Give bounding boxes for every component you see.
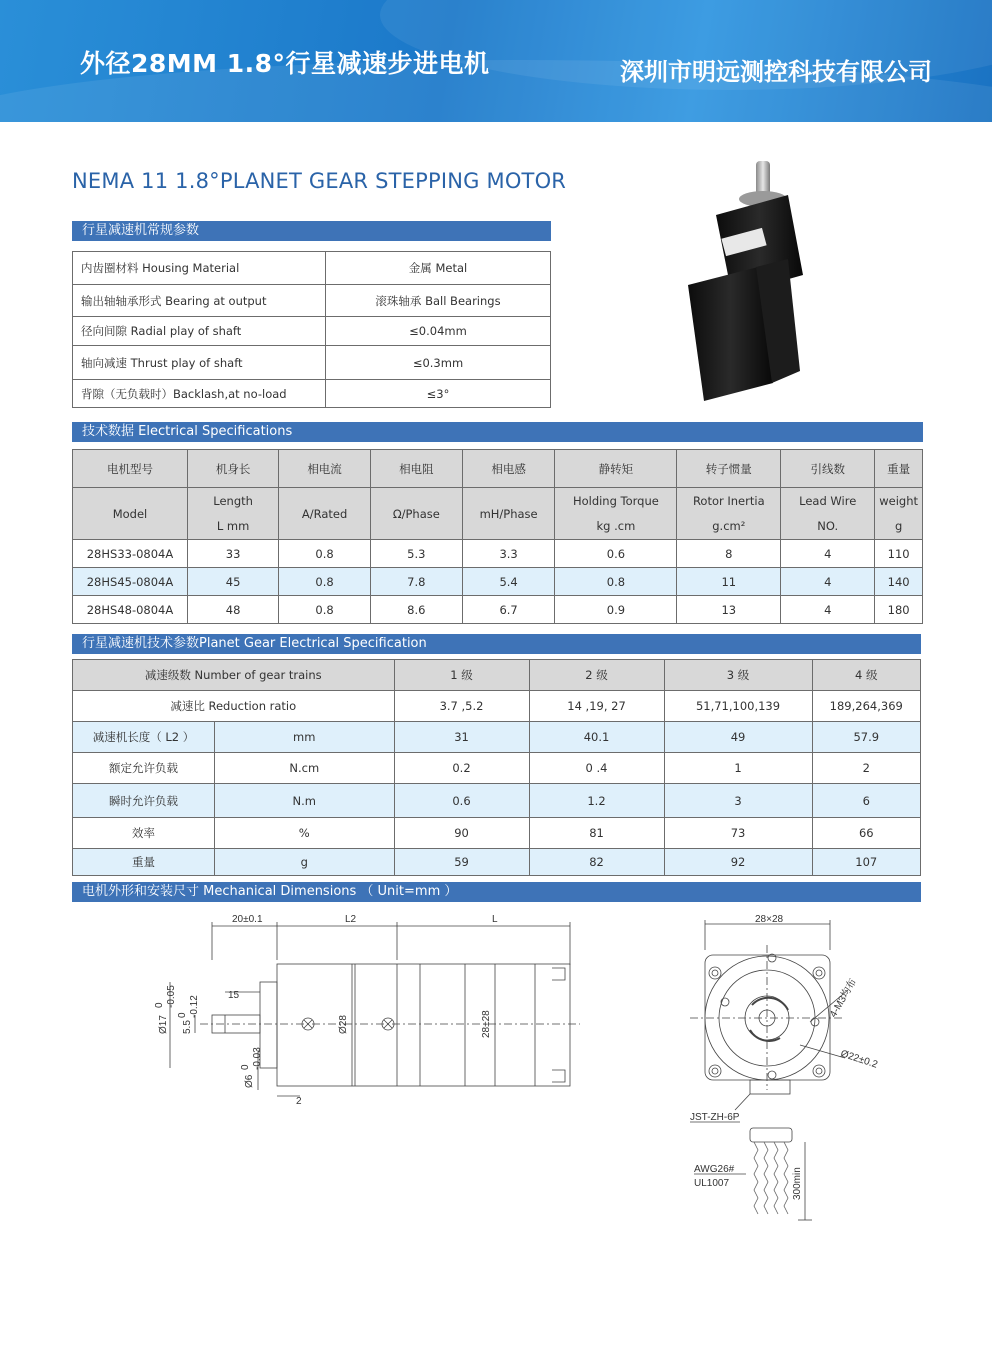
section-bar-general: 行星减速机常规参数 <box>72 221 551 241</box>
header-cell: 2 级 <box>529 660 664 691</box>
cell: 1.2 <box>529 784 664 818</box>
dim-20-label: 20±0.1 <box>232 914 263 925</box>
param-label: 内齿圈材料 Housing Material <box>73 252 326 285</box>
section-bar-planet: 行星减速机技术参数Planet Gear Electrical Specification <box>72 634 921 654</box>
dim-28x28-label: 28×28 <box>755 914 784 925</box>
param-label: 背隙（无负载时）Backlash,at no-load <box>73 380 326 408</box>
header-cell: 4 级 <box>812 660 920 691</box>
cell: 31 <box>394 722 529 753</box>
cell: 5.3 <box>370 540 462 568</box>
front-view-drawing <box>680 910 910 1230</box>
header-cell: mH/Phase <box>462 488 555 540</box>
cell: 0.8 <box>279 596 371 624</box>
cell: 0.8 <box>555 568 677 596</box>
cell: 11 <box>677 568 781 596</box>
header-cell: 电机型号 <box>73 450 188 488</box>
header-company: 深圳市明远测控科技有限公司 <box>620 58 932 86</box>
header-cell <box>187 488 278 540</box>
table-row <box>73 784 921 818</box>
row-unit: g <box>215 849 395 876</box>
cell: 140 <box>875 568 923 596</box>
cell: 59 <box>394 849 529 876</box>
cell: 28HS33-0804A <box>73 540 188 568</box>
cell: 0.2 <box>394 753 529 784</box>
header-cell: Model <box>73 488 188 540</box>
cell: 8.6 <box>370 596 462 624</box>
row-label: 效率 <box>73 818 215 849</box>
table-row <box>73 722 921 753</box>
cell: 57.9 <box>812 722 920 753</box>
row-label: 额定允许负载 <box>73 753 215 784</box>
cell: 82 <box>529 849 664 876</box>
row-label: 减速比 Reduction ratio <box>73 691 395 722</box>
header-cell <box>555 488 677 540</box>
cell: 107 <box>812 849 920 876</box>
cell: 14 ,19, 27 <box>529 691 664 722</box>
param-label: 输出轴轴承形式 Bearing at output <box>73 285 326 317</box>
header-cell: 相电感 <box>462 450 555 488</box>
table-row <box>73 753 921 784</box>
header-unit: NO. <box>817 518 839 533</box>
header-cell <box>781 488 875 540</box>
cell: 189,264,369 <box>812 691 920 722</box>
cell: 3 <box>664 784 812 818</box>
header-cell: 转子惯量 <box>677 450 781 488</box>
header-unit: g.cm² <box>712 518 746 533</box>
param-value: 滚珠轴承 Ball Bearings <box>326 285 551 317</box>
header-title: 外径28MM 1.8°行星减速步进电机 <box>80 49 490 78</box>
dim-55-tol-top: 0 <box>177 1012 188 1018</box>
cell: 4 <box>781 596 875 624</box>
cell: 8 <box>677 540 781 568</box>
cell: 180 <box>875 596 923 624</box>
param-value: ≤0.04mm <box>326 317 551 346</box>
dim-2828-side-label: 28±28 <box>481 1010 492 1038</box>
cell: 13 <box>677 596 781 624</box>
dim-l-label: L <box>492 914 498 925</box>
cell: 0.9 <box>555 596 677 624</box>
cell: 3.7 ,5.2 <box>394 691 529 722</box>
table-row <box>73 380 551 408</box>
row-unit: % <box>215 818 395 849</box>
cell: 4 <box>781 540 875 568</box>
row-unit: N.cm <box>215 753 395 784</box>
header-cell: 1 级 <box>394 660 529 691</box>
dim-d6-tol-bottom: -0.03 <box>252 1047 263 1070</box>
side-view-drawing <box>140 910 590 1110</box>
dim-d22-label: Ø22±0.2 <box>839 1048 879 1071</box>
row-unit: N.m <box>215 784 395 818</box>
table-row <box>73 285 551 317</box>
cell: 6 <box>812 784 920 818</box>
header-unit: g <box>894 518 903 533</box>
dim-d17-label: Ø17 <box>158 1015 169 1034</box>
cell: 0 .4 <box>529 753 664 784</box>
table-row <box>73 596 923 624</box>
table-row <box>73 346 551 380</box>
header-cell: A/Rated <box>279 488 371 540</box>
section-bar-electrical: 技术数据 Electrical Specifications <box>72 422 923 442</box>
param-label: 轴向减速 Thrust play of shaft <box>73 346 326 380</box>
cell: 28HS48-0804A <box>73 596 188 624</box>
dim-15-label: 15 <box>228 990 240 1001</box>
wire-ul-label: UL1007 <box>694 1178 730 1189</box>
param-value: ≤3° <box>326 380 551 408</box>
param-value: 金属 Metal <box>326 252 551 285</box>
table-row <box>73 568 923 596</box>
cell: 90 <box>394 818 529 849</box>
dim-l2-label: L2 <box>345 914 357 925</box>
header-cell: 减速级数 Number of gear trains <box>73 660 395 691</box>
table-header-row <box>73 660 921 691</box>
cell: 0.6 <box>555 540 677 568</box>
section-bar-mechanical: 电机外形和安装尺寸 Mechanical Dimensions （ Unit=mm ） <box>72 882 921 902</box>
cell: 4 <box>781 568 875 596</box>
dim-d6-label: Ø6 <box>244 1074 255 1088</box>
table-row <box>73 252 551 285</box>
param-label: 径向间隙 Radial play of shaft <box>73 317 326 346</box>
header-en: Lead Wire <box>799 493 857 508</box>
header-unit: kg .cm <box>596 518 636 533</box>
row-label: 瞬时允许负载 <box>73 784 215 818</box>
cell: 2 <box>812 753 920 784</box>
cell: 33 <box>187 540 278 568</box>
table-row <box>73 818 921 849</box>
header-cell: 相电阻 <box>370 450 462 488</box>
dim-55-tol-bottom: -0.12 <box>189 995 200 1018</box>
cell: 6.7 <box>462 596 555 624</box>
page-subtitle: NEMA 11 1.8°PLANET GEAR STEPPING MOTOR <box>72 169 567 193</box>
cell: 73 <box>664 818 812 849</box>
header-en: Holding Torque <box>572 493 659 508</box>
cell: 110 <box>875 540 923 568</box>
header-cell: 3 级 <box>664 660 812 691</box>
row-label: 重量 <box>73 849 215 876</box>
wire-length-label: 300min <box>792 1167 803 1200</box>
connector-label: JST-ZH-6P <box>690 1112 740 1123</box>
cell: 81 <box>529 818 664 849</box>
param-value: ≤0.3mm <box>326 346 551 380</box>
header-en: weight <box>879 493 918 508</box>
cell: 51,71,100,139 <box>664 691 812 722</box>
header-cell: 重量 <box>875 450 923 488</box>
cell: 1 <box>664 753 812 784</box>
header-cell: Ω/Phase <box>370 488 462 540</box>
table-row <box>73 849 921 876</box>
header-cell: 机身长 <box>187 450 278 488</box>
dim-m3-label: 4-M3均布 <box>828 976 859 1020</box>
header-cell <box>875 488 923 540</box>
header-cell: 引线数 <box>781 450 875 488</box>
cell: 66 <box>812 818 920 849</box>
general-params-table <box>72 251 551 408</box>
row-label: 减速机长度（ L2 ） <box>73 722 215 753</box>
dim-55-label: 5.5 <box>182 1020 193 1034</box>
header-cell <box>677 488 781 540</box>
cell: 92 <box>664 849 812 876</box>
table-row <box>73 317 551 346</box>
dim-d28-label: Ø28 <box>338 1015 349 1034</box>
page-header <box>0 0 992 122</box>
cell: 0.8 <box>279 540 371 568</box>
planet-gear-table <box>72 659 921 876</box>
wire-awg-label: AWG26# <box>694 1164 735 1175</box>
dim-d17-tol-top: 0 <box>154 1002 165 1008</box>
header-unit: L mm <box>216 518 250 533</box>
cell: 28HS45-0804A <box>73 568 188 596</box>
header-cell: 静转矩 <box>555 450 677 488</box>
row-unit: mm <box>215 722 395 753</box>
cell: 7.8 <box>370 568 462 596</box>
table-row <box>73 691 921 722</box>
table-header-row <box>73 450 923 488</box>
dim-2-label: 2 <box>296 1096 302 1107</box>
electrical-specs-table <box>72 449 923 624</box>
cell: 0.8 <box>279 568 371 596</box>
cell: 5.4 <box>462 568 555 596</box>
cell: 3.3 <box>462 540 555 568</box>
cell: 48 <box>187 596 278 624</box>
table-header-row <box>73 488 923 540</box>
cell: 0.6 <box>394 784 529 818</box>
motor-photo <box>668 155 818 405</box>
header-en: Rotor Inertia <box>692 493 765 508</box>
header-en: Length <box>213 493 253 508</box>
dim-d17-tol-bottom: -0.05 <box>166 985 177 1008</box>
cell: 45 <box>187 568 278 596</box>
table-row <box>73 540 923 568</box>
cell: 49 <box>664 722 812 753</box>
header-cell: 相电流 <box>279 450 371 488</box>
cell: 40.1 <box>529 722 664 753</box>
dim-d6-tol-top: 0 <box>240 1064 251 1070</box>
